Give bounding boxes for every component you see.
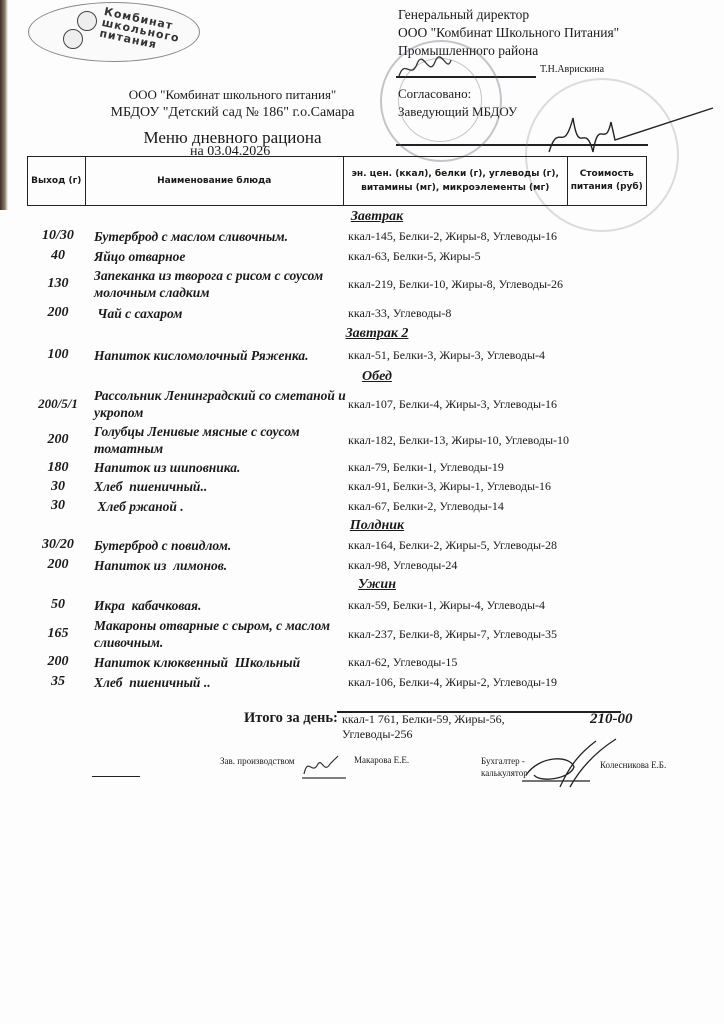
accountant-title-2: калькулятор [481, 768, 528, 778]
section-lunch: Обед [362, 369, 392, 384]
section-breakfast: Завтрак [350, 209, 404, 224]
company-logo [28, 2, 200, 62]
column-yield: Выход (г) [28, 157, 86, 206]
production-title: Зав. производством [220, 756, 295, 766]
total-label: Итого за день: [244, 710, 338, 726]
dish-name: Напиток из лимонов. [94, 557, 228, 573]
table-row [27, 477, 697, 496]
table-row [27, 535, 697, 555]
child-face-icon [77, 11, 97, 31]
table-row [27, 616, 697, 652]
blank-signature-line [92, 776, 140, 777]
agreed-label: Согласовано: [398, 86, 472, 101]
nutrition: ккал-63, Белки-5, Жиры-5 [348, 248, 481, 263]
nutrition: ккал-219, Белки-10, Жиры-8, Углеводы-26 [348, 276, 564, 291]
yield: 50 [51, 597, 65, 612]
section-dinner: Ужин [358, 577, 396, 592]
table-row [27, 386, 697, 422]
table-row [27, 266, 697, 302]
approval-company: ООО "Комбинат Школьного Питания" [398, 25, 620, 40]
page-title: Меню дневного рациона [143, 128, 322, 147]
yield: 200 [47, 654, 69, 669]
nutrition: ккал-237, Белки-8, Жиры-7, Углеводы-35 [348, 626, 558, 641]
nutrition: ккал-33, Углеводы-8 [348, 305, 452, 320]
yield: 200 [47, 557, 69, 572]
agreed-position: Заведующий МБДОУ [398, 104, 518, 119]
nutrition: ккал-164, Белки-2, Жиры-5, Углеводы-28 [348, 537, 558, 552]
yield: 165 [47, 626, 69, 641]
nutrition: ккал-182, Белки-13, Жиры-10, Углеводы-10 [348, 432, 570, 447]
yield: 200/5/1 [38, 396, 78, 411]
nutrition: ккал-91, Белки-3, Жиры-1, Углеводы-16 [348, 479, 552, 493]
nutrition: ккал-79, Белки-1, Углеводы-19 [348, 460, 504, 474]
total-nutrition-line2: Углеводы-256 [342, 727, 413, 741]
yield: 180 [47, 459, 69, 475]
column-nutrition: эн. цен. (ккал), белки (г), углеводы (г), витамины (мг), микроэлементы (мг) [343, 157, 567, 206]
dish-name: Запеканка из творога с рисом с соусом молочным сладким [94, 268, 324, 300]
yield: 200 [47, 305, 69, 320]
yield: 30 [51, 498, 65, 513]
dish-name: Напиток кисломолочный Ряженка. [94, 347, 309, 363]
nutrition: ккал-59, Белки-1, Жиры-4, Углеводы-4 [348, 597, 546, 612]
nutrition: ккал-145, Белки-2, Жиры-8, Углеводы-16 [348, 228, 558, 243]
total-nutrition-line1: ккал-1 761, Белки-59, Жиры-56, [342, 712, 505, 726]
column-dish-name: Наименование блюда [85, 157, 343, 206]
dish-name: Бутерброд с повидлом. [94, 537, 232, 553]
table-row [27, 652, 697, 672]
table-row [27, 555, 697, 575]
dish-name: Бутерброд с маслом сливочным. [94, 228, 288, 244]
table-row [27, 458, 697, 477]
org-name: ООО "Комбинат школьного питания" [128, 87, 337, 102]
nutrition: ккал-51, Белки-3, Жиры-3, Углеводы-4 [348, 347, 546, 362]
head-signature [545, 100, 715, 160]
menu-date: на 03.04.2026 [190, 144, 271, 159]
school-name: МБДОУ "Детский сад № 186" г.о.Самара [110, 105, 355, 120]
nutrition: ккал-107, Белки-4, Жиры-3, Углеводы-16 [348, 396, 558, 411]
table-row [27, 302, 697, 324]
dish-name: Рассольник Ленинградский со сметаной и укропом [94, 388, 346, 420]
approval-district: Промышленного района [398, 43, 539, 58]
accountant-name: Колесникова Е.Б. [600, 760, 667, 770]
table-row [27, 246, 697, 266]
dish-name: Чай с сахаром [94, 305, 183, 321]
nutrition: ккал-98, Углеводы-24 [348, 557, 458, 572]
table-row [27, 343, 697, 367]
table-row [27, 496, 697, 516]
nutrition: ккал-62, Углеводы-15 [348, 654, 458, 669]
menu-table-header [27, 156, 647, 206]
accountant-title-1: Бухгалтер - [481, 756, 525, 766]
approval-position: Генеральный директор [398, 7, 530, 22]
director-signature [395, 56, 455, 82]
section-second-breakfast: Завтрак 2 [345, 326, 409, 341]
dish-name: Напиток клюквенный Школьный [94, 654, 301, 670]
dish-name: Хлеб пшеничный.. [94, 479, 208, 494]
yield: 200 [47, 432, 69, 447]
dish-name: Икра кабачковая. [94, 597, 202, 613]
dish-name: Яйцо отварное [94, 248, 186, 264]
dish-name: Напиток из шиповника. [94, 460, 241, 475]
dish-name: Голубцы Ленивые мясные с соусом томатным [94, 424, 300, 456]
table-row [27, 226, 697, 246]
table-row [27, 672, 697, 692]
total-cost: 210-00 [590, 711, 633, 727]
yield: 35 [51, 674, 65, 689]
column-cost: Стоимость питания (руб) [567, 157, 646, 206]
dish-name: Макароны отварные с сыром, с маслом сливочным. [94, 618, 330, 650]
section-afternoon-snack: Полдник [349, 518, 405, 533]
yield: 30 [51, 478, 65, 494]
nutrition: ккал-106, Белки-4, Жиры-2, Углеводы-19 [348, 674, 558, 689]
yield: 30/20 [42, 537, 74, 552]
child-face-icon [63, 29, 83, 49]
menu-body [27, 207, 697, 692]
table-row [27, 422, 697, 458]
yield: 100 [47, 347, 69, 362]
yield: 130 [47, 276, 69, 291]
nutrition: ккал-67, Белки-2, Углеводы-14 [348, 498, 504, 513]
table-row [27, 594, 697, 616]
logo-text: Комбинат школьного питания [98, 5, 181, 52]
dish-name: Хлеб пшеничный .. [94, 674, 211, 690]
production-name: Макарова Е.Е. [354, 755, 410, 765]
dish-name: Хлеб ржаной . [94, 498, 184, 514]
director-name: Т.Н.Аврискина [540, 64, 605, 75]
yield: 40 [51, 248, 65, 263]
production-signature [298, 750, 348, 780]
yield: 10/30 [42, 228, 74, 243]
